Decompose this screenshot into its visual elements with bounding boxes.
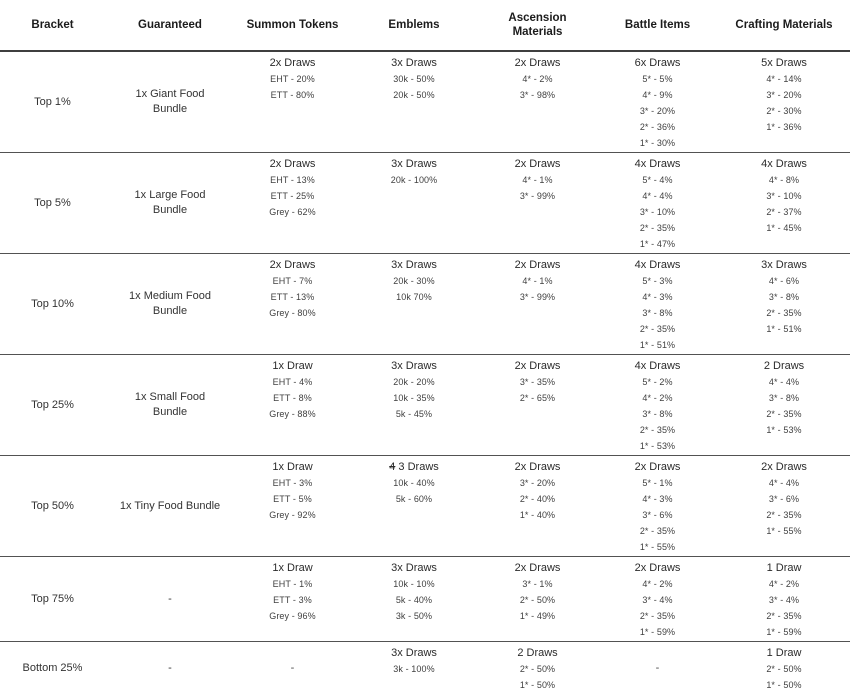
bracket-label: Top 75% bbox=[31, 593, 74, 605]
draw-count-title: 3x Draws bbox=[391, 562, 437, 574]
drop-rate-line: 1* - 45% bbox=[766, 223, 802, 233]
drop-rate-line: 20k - 100% bbox=[390, 175, 438, 185]
drop-rate-line: 4* - 9% bbox=[642, 90, 673, 100]
draw-count-title: 2x Draws bbox=[761, 461, 807, 473]
crafting-materials-cell bbox=[718, 355, 850, 456]
bracket-label: Top 5% bbox=[34, 197, 71, 209]
drop-rate-line: 20k - 20% bbox=[393, 377, 435, 387]
drop-rate-line: 3* - 99% bbox=[519, 292, 556, 302]
drop-rate-line: 10k 70% bbox=[396, 292, 432, 302]
drop-rate-line: 4* - 3% bbox=[642, 494, 673, 504]
drop-rate-line: 3* - 4% bbox=[642, 595, 673, 605]
crafting-materials-cell bbox=[718, 557, 850, 642]
column-header-ascension-materials: Ascension Materials bbox=[478, 0, 597, 51]
draw-count-title: 2x Draws bbox=[634, 562, 681, 574]
guaranteed-reward-text: 1x Small Food Bundle bbox=[134, 391, 206, 418]
table-header-row bbox=[0, 0, 850, 51]
drop-rate-line: 4* - 6% bbox=[768, 276, 800, 286]
drop-rate-line: EHT - 1% bbox=[272, 579, 313, 589]
draw-count-title: 2x Draws bbox=[514, 259, 561, 271]
emblems-cell bbox=[350, 153, 478, 254]
drop-rate-line: 2* - 35% bbox=[639, 611, 676, 621]
drop-rate-line: 2* - 37% bbox=[766, 207, 802, 217]
guaranteed-reward bbox=[105, 456, 235, 557]
drop-rate-line: EHT - 4% bbox=[272, 377, 313, 387]
emblems-cell bbox=[350, 254, 478, 355]
drop-rate-line: 10k - 35% bbox=[393, 393, 435, 403]
drop-rate-line: 3* - 20% bbox=[519, 478, 556, 488]
drop-rate-line: 2* - 30% bbox=[766, 106, 802, 116]
drop-rate-line: 1* - 50% bbox=[519, 680, 556, 690]
drop-rate-line: 4* - 4% bbox=[642, 191, 673, 201]
drop-rate-line: 4* - 3% bbox=[642, 292, 673, 302]
drop-rate-line: 1* - 59% bbox=[639, 627, 676, 637]
drop-rate-line: 2* - 35% bbox=[639, 223, 676, 233]
guaranteed-reward bbox=[105, 51, 235, 153]
drop-rate-line: 3* - 6% bbox=[642, 510, 673, 520]
battle-items-cell bbox=[597, 51, 718, 153]
guaranteed-reward-text: 1x Large Food Bundle bbox=[134, 189, 206, 216]
summon-tokens-cell bbox=[235, 456, 350, 557]
draw-count-title: 2x Draws bbox=[514, 562, 561, 574]
draw-count-title: 2x Draws bbox=[269, 259, 316, 271]
draw-count-title: 2x Draws bbox=[269, 158, 316, 170]
drop-rate-line: 5* - 1% bbox=[642, 478, 673, 488]
crafting-materials-cell bbox=[718, 456, 850, 557]
ascension-materials-cell bbox=[478, 254, 597, 355]
guaranteed-reward bbox=[105, 254, 235, 355]
drop-rate-line: EHT - 13% bbox=[270, 175, 315, 185]
emblems-cell bbox=[350, 557, 478, 642]
drop-rate-line: Grey - 96% bbox=[269, 611, 316, 621]
drop-rate-line: 1* - 30% bbox=[639, 138, 676, 148]
drop-rate-line: Grey - 80% bbox=[269, 308, 316, 318]
drop-rate-line: 1* - 47% bbox=[639, 239, 676, 249]
drop-rate-line: 5k - 45% bbox=[395, 409, 433, 419]
table-row bbox=[0, 254, 850, 355]
drop-rate-line: ETT - 5% bbox=[273, 494, 312, 504]
drop-rate-line: Grey - 92% bbox=[269, 510, 316, 520]
crafting-materials-cell bbox=[718, 254, 850, 355]
drop-rate-line: 2* - 35% bbox=[766, 308, 802, 318]
ascension-materials-cell bbox=[478, 642, 597, 695]
drop-rate-line: 1* - 51% bbox=[639, 340, 676, 350]
guaranteed-reward-text: - bbox=[168, 592, 172, 605]
drop-rate-line: 3* - 4% bbox=[768, 595, 800, 605]
battle-items-cell bbox=[597, 456, 718, 557]
drop-rate-line: 5* - 5% bbox=[642, 74, 673, 84]
summon-tokens-cell bbox=[235, 51, 350, 153]
emblems-cell bbox=[350, 642, 478, 695]
draw-count-title: 3x Draws bbox=[391, 57, 437, 69]
drop-rate-line: 30k - 50% bbox=[393, 74, 435, 84]
drop-rate-line: 2* - 40% bbox=[519, 494, 556, 504]
draw-count-title: 2x Draws bbox=[269, 57, 316, 69]
draw-count-title: 4x Draws bbox=[634, 360, 681, 372]
column-header-crafting-materials: Crafting Materials bbox=[718, 0, 850, 51]
column-header-bracket: Bracket bbox=[0, 0, 105, 51]
draw-count-title: 2x Draws bbox=[514, 158, 561, 170]
drop-rate-line: 2* - 35% bbox=[639, 324, 676, 334]
drop-rate-line: 3* - 8% bbox=[768, 393, 800, 403]
drop-rate-line: 1* - 53% bbox=[639, 441, 676, 451]
column-header-summon-tokens: Summon Tokens bbox=[235, 0, 350, 51]
drop-rate-line: 20k - 50% bbox=[393, 90, 435, 100]
summon-tokens-cell: - bbox=[290, 662, 295, 674]
drop-rate-line: 20k - 30% bbox=[393, 276, 435, 286]
table-row bbox=[0, 642, 850, 695]
guaranteed-reward-text: 1x Giant Food Bundle bbox=[135, 88, 205, 115]
table-row bbox=[0, 557, 850, 642]
drop-rate-line: 1* - 51% bbox=[766, 324, 802, 334]
drop-rate-line: ETT - 8% bbox=[273, 393, 312, 403]
drop-rate-line: Grey - 88% bbox=[269, 409, 316, 419]
drop-rate-line: 4* - 14% bbox=[766, 74, 802, 84]
drop-rate-line: 1* - 36% bbox=[766, 122, 802, 132]
drop-rate-line: 4* - 1% bbox=[522, 276, 553, 286]
draw-count-title: 1x Draw bbox=[272, 562, 313, 574]
guaranteed-reward bbox=[105, 355, 235, 456]
drop-rate-line: 1* - 49% bbox=[519, 611, 556, 621]
draw-count-title: 6x Draws bbox=[634, 57, 681, 69]
table-row bbox=[0, 153, 850, 254]
drop-rate-line: 3* - 1% bbox=[522, 579, 553, 589]
crafting-materials-cell bbox=[718, 642, 850, 695]
summon-tokens-cell bbox=[235, 557, 350, 642]
draw-count-title: 5x Draws bbox=[761, 57, 807, 69]
column-header-guaranteed: Guaranteed bbox=[105, 0, 235, 51]
drop-rate-line: 3* - 20% bbox=[639, 106, 676, 116]
draw-count-title: 3x Draws bbox=[391, 360, 437, 372]
drop-rate-line: 1* - 59% bbox=[766, 627, 802, 637]
drop-rate-line: 1* - 53% bbox=[766, 425, 802, 435]
drop-rate-line: 3k - 100% bbox=[393, 664, 435, 674]
bracket-label: Bottom 25% bbox=[22, 662, 83, 674]
drop-rate-line: 3* - 8% bbox=[642, 409, 673, 419]
struck-draw-count: 4 bbox=[389, 461, 396, 473]
drop-rate-line: 3* - 8% bbox=[768, 292, 800, 302]
drop-rate-line: 3* - 99% bbox=[519, 191, 556, 201]
emblems-cell bbox=[350, 51, 478, 153]
ascension-materials-cell bbox=[478, 557, 597, 642]
drop-rate-line: 3* - 10% bbox=[639, 207, 676, 217]
drop-rate-line: ETT - 13% bbox=[270, 292, 315, 302]
guaranteed-reward bbox=[105, 153, 235, 254]
ascension-materials-cell bbox=[478, 51, 597, 153]
guaranteed-reward bbox=[105, 557, 235, 642]
drop-rate-line: 2* - 35% bbox=[639, 526, 676, 536]
ascension-materials-cell bbox=[478, 456, 597, 557]
table-row bbox=[0, 51, 850, 153]
drop-rate-line: 2* - 65% bbox=[519, 393, 556, 403]
drop-rate-line: 5* - 3% bbox=[642, 276, 673, 286]
ascension-materials-cell bbox=[478, 153, 597, 254]
drop-rate-line: ETT - 3% bbox=[273, 595, 312, 605]
draw-count-title: 3x Draws bbox=[391, 158, 437, 170]
drop-rate-line: 5k - 60% bbox=[395, 494, 433, 504]
drop-rate-line: 2* - 35% bbox=[766, 510, 802, 520]
bracket-label: Top 1% bbox=[34, 96, 71, 108]
drop-rate-line: ETT - 25% bbox=[270, 191, 315, 201]
draw-count-title bbox=[350, 460, 478, 475]
emblems-cell bbox=[350, 355, 478, 456]
drop-rate-line: 2* - 50% bbox=[519, 664, 556, 674]
drop-rate-line: 3* - 6% bbox=[768, 494, 800, 504]
drop-rate-line: 5* - 4% bbox=[642, 175, 673, 185]
drop-rate-line: 1* - 40% bbox=[519, 510, 556, 520]
bracket-label: Top 25% bbox=[31, 399, 74, 411]
drop-rate-line: 3* - 98% bbox=[519, 90, 556, 100]
battle-items-cell bbox=[597, 355, 718, 456]
drop-rate-line: 2* - 35% bbox=[766, 409, 802, 419]
guaranteed-reward-text: 1x Tiny Food Bundle bbox=[119, 499, 221, 512]
drop-rate-line: 2* - 50% bbox=[519, 595, 556, 605]
draw-count-title: 4x Draws bbox=[761, 158, 807, 170]
drop-rate-line: 1* - 55% bbox=[639, 542, 676, 552]
drop-rate-line: 4* - 4% bbox=[768, 478, 800, 488]
draw-count-title: 3x Draws bbox=[391, 259, 437, 271]
drop-rate-line: 1* - 55% bbox=[766, 526, 802, 536]
draw-count-title: 2 Draws bbox=[517, 647, 558, 659]
battle-items-cell bbox=[597, 254, 718, 355]
battle-items-cell bbox=[597, 557, 718, 642]
drop-rate-line: 3* - 20% bbox=[766, 90, 802, 100]
draw-count-title: 3x Draws bbox=[391, 647, 437, 659]
draw-count-title: 2x Draws bbox=[514, 360, 561, 372]
drop-rate-line: 2* - 36% bbox=[639, 122, 676, 132]
drop-rate-line: 3* - 8% bbox=[642, 308, 673, 318]
draw-count-title: 4x Draws bbox=[634, 158, 681, 170]
draw-count-title: 1x Draw bbox=[272, 461, 313, 473]
ascension-materials-cell bbox=[478, 355, 597, 456]
column-header-battle-items: Battle Items bbox=[597, 0, 718, 51]
drop-rate-line: 4* - 2% bbox=[522, 74, 553, 84]
summon-tokens-cell bbox=[235, 153, 350, 254]
draw-count-title: 1x Draw bbox=[272, 360, 313, 372]
drop-rate-line: 2* - 35% bbox=[766, 611, 802, 621]
guaranteed-reward-text: 1x Medium Food Bundle bbox=[129, 290, 211, 317]
drop-rate-line: 4* - 1% bbox=[522, 175, 553, 185]
drop-rate-line: Grey - 62% bbox=[269, 207, 316, 217]
table-row bbox=[0, 456, 850, 557]
draw-count-title: 2x Draws bbox=[514, 461, 561, 473]
summon-tokens-cell bbox=[235, 355, 350, 456]
drop-rate-line: EHT - 7% bbox=[272, 276, 313, 286]
drop-rate-line: 3* - 10% bbox=[766, 191, 802, 201]
draw-count-title: 1 Draw bbox=[766, 647, 802, 659]
drop-rate-line: 4* - 8% bbox=[768, 175, 800, 185]
drop-rate-line: EHT - 20% bbox=[270, 74, 315, 84]
emblems-cell bbox=[350, 456, 478, 557]
draw-count-title: 2x Draws bbox=[634, 461, 681, 473]
crafting-materials-cell bbox=[718, 153, 850, 254]
drop-rate-line: 10k - 40% bbox=[393, 478, 435, 488]
draw-count-title: 1 Draw bbox=[766, 562, 802, 574]
table-row bbox=[0, 355, 850, 456]
drop-rate-line: 4* - 2% bbox=[768, 579, 800, 589]
drop-rate-line: EHT - 3% bbox=[272, 478, 313, 488]
draw-count-text: 3 Draws bbox=[398, 461, 439, 473]
drop-rate-line: 2* - 50% bbox=[766, 664, 802, 674]
drop-rate-line: 5k - 40% bbox=[395, 595, 433, 605]
drop-rate-line: ETT - 80% bbox=[270, 90, 315, 100]
drop-rate-line: 4* - 2% bbox=[642, 393, 673, 403]
battle-items-cell bbox=[597, 153, 718, 254]
drop-rate-line: 4* - 2% bbox=[642, 579, 673, 589]
guaranteed-reward-text: - bbox=[168, 661, 172, 674]
drop-rate-line: 10k - 10% bbox=[393, 579, 435, 589]
bracket-label: Top 10% bbox=[31, 298, 74, 310]
summon-tokens-cell bbox=[235, 254, 350, 355]
draw-count-title: 2x Draws bbox=[514, 57, 561, 69]
drop-rate-line: 5* - 2% bbox=[642, 377, 673, 387]
drop-rate-line: 3k - 50% bbox=[395, 611, 433, 621]
drop-rate-line: 2* - 35% bbox=[639, 425, 676, 435]
battle-items-cell: - bbox=[655, 662, 660, 674]
column-header-emblems: Emblems bbox=[350, 0, 478, 51]
guaranteed-reward bbox=[105, 642, 235, 695]
bracket-label: Top 50% bbox=[31, 500, 74, 512]
draw-count-title: 3x Draws bbox=[761, 259, 807, 271]
crafting-materials-cell bbox=[718, 51, 850, 153]
draw-count-title: 2 Draws bbox=[763, 360, 805, 372]
drop-rate-line: 4* - 4% bbox=[768, 377, 800, 387]
drop-rate-line: 3* - 35% bbox=[519, 377, 556, 387]
draw-count-title: 4x Draws bbox=[634, 259, 681, 271]
drop-rate-line: 1* - 50% bbox=[766, 680, 802, 690]
